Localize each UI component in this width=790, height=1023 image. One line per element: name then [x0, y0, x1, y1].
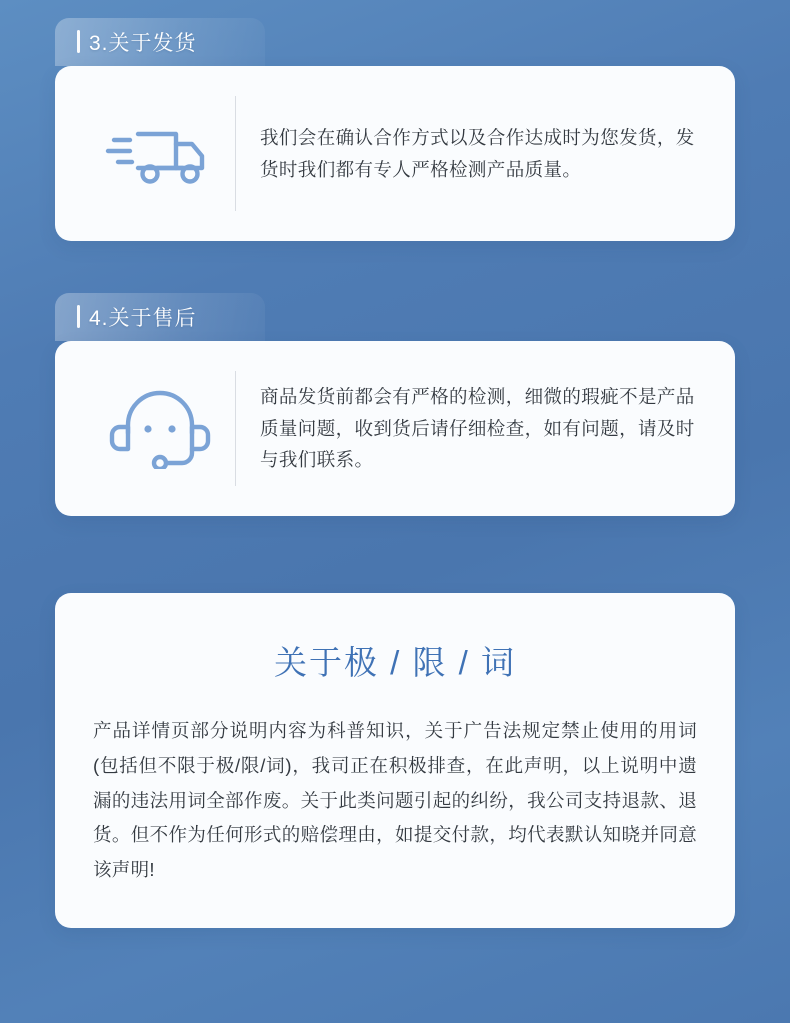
section-tab-shipping: [55, 18, 265, 66]
statement-body: 产品详情页部分说明内容为科普知识，关于广告法规定禁止使用的用词 (包括但不限于极/限/词)，我司正在积极排查，在此声明，以上说明中遗漏的违法用词全部作废。关于此类问题引起的纠纷，我公司支持退款、退货。但不作为任何形式的赔偿理由，如提交付款，均代表默认知晓并同意该声明!: [93, 720, 697, 881]
tab-accent-bar: [77, 30, 80, 53]
aftersale-text: 商品发货前都会有严格的检测，细微的瑕疵不是产品质量问题，收到货后请仔细检查，如有问题，请及时与我们联系。: [260, 385, 695, 471]
aftersale-card: [55, 341, 735, 516]
section-shipping: [55, 18, 735, 241]
legal-statement-card: [55, 593, 735, 928]
shipping-card: [55, 66, 735, 241]
tab-accent-bar: [77, 305, 80, 328]
section-aftersale: [55, 293, 735, 516]
section-tab-label: 4.关于售后: [89, 307, 197, 330]
section-tab-label: 3.关于发货: [89, 32, 197, 55]
headset-support-icon: [85, 389, 235, 469]
statement-title: 关于极 / 限 / 词: [273, 644, 516, 681]
delivery-truck-icon: [85, 118, 235, 190]
shipping-text: 我们会在确认合作方式以及合作达成时为您发货，发货时我们都有专人严格检测产品质量。: [260, 126, 695, 180]
section-tab-aftersale: [55, 293, 265, 341]
